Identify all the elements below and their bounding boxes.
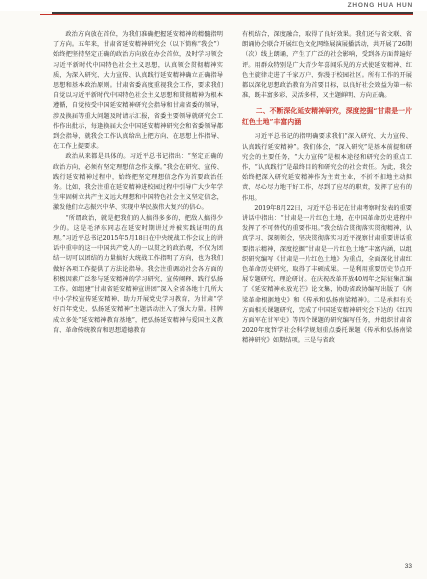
body-paragraph-continued: 有机结合，深度融合，取得了良好效果。我们还与省文联、省朗诵协会联合开展红色文化网络展演展播活动，共开展了26期（次）线上朗诵，产生了广泛的社会影响，受到各方面普遍好评。用群众特别是广大青少年喜闻乐见的方式使延安精神、红色主旋律走进了千家万户、弥漫于校园社区。所有工作的开展都以深化思想政治教育为首要目标，以良好社会效益为第一标准，既丰富多彩、灵活多样，又主题鲜明、方向正确。 (242, 31, 412, 100)
section-heading: 二、不断深化延安精神研究，深度挖掘“甘肃是一片红色土地”丰富内涵 (242, 107, 412, 126)
page-number: 33 (404, 563, 412, 570)
running-title: ZHONG HUA HUN (347, 2, 413, 9)
header-rule-red (40, 14, 413, 15)
body-paragraph: 习近平总书记的指明确要求我们“深入研究、大力宣传、认真践行延安精神”。我们体会，“深入研究”是基本前提和研究会的主要任务，“大力宣传”是根本途径和研究会的重点工作，“认真践行”是最终目的和研究会的社会责任。为此，我会始终把深入研究延安精神作为主责主业，不折不扣地主动担责、尽心尽力地干好工作，尽到了应尽的职责，发挥了应有的作用。 (242, 133, 412, 202)
left-text-column (53, 30, 223, 550)
body-paragraph: 政治方向放在首位，为我们准确把握延安精神的精髓指明了方向。五年来，甘肃省延安精神研究会（以下简称“我会”）始终把坚持坚定正确的政治方向放在办会首位，及时学习领会习近平新时代中国特色社会主义思想，认真领会贯彻精神实质，为深入研究、大力宣传、认真践行延安精神确立正确指导思想和基本政治原则。甘肃省委高度重视我会工作，要求我们自觉以习近平新时代中国特色社会主义思想和贯彻精神为根本遵循，自觉按受中国延安精神研究会指导和甘肃省委的领导，涉及换届等重大问题及时请示汇报，省委主要领导就研究会工作作出批示，每逢换届大会中国延安精神研究会和省委领导都到会指导，就我会工作认真给出上把方向、在思想上作指导、在工作上提要求。 (53, 31, 223, 151)
body-paragraph: 政治从来都是具体的。习近平总书记指出：“坚定正确的政治方向，必须有坚定理想信念作支撑。”我会在研究、宣传、践行延安精神过程中，始终把坚定理想信念作为首要政治任务。比如，我会注重在延安精神进校园过程中引导广大少年学生牢固树立共产主义远大理想和中国特色社会主义坚定信念，激发他们立志振兴中华、实现中华民族伟大复兴的信心。 (53, 153, 223, 212)
body-paragraph: 2019年8月22日，习近平总书记在甘肃考察时发表的重要讲话中指出：“甘肃是一片红色土地，在中国革命历史进程中发挥了不可替代的重要作用。”我会结合贯彻落实贯彻精神，认真学习、深刻领会，坚决贯彻落实习近平视察甘肃重要讲话重要指示精神，深度挖掘“甘肃是一片红色土地”丰富内涵，以组织研究编写《甘肃是一片红色土地》为重点，全面深化甘肃红色革命历史研究，取得了丰硕成果。一是利用重要历史节点开展专题研究、理论研讨。在庆祝改革开放40周年之际征集汇编了《延安精神永放光芒》论文集，协助省政协编写出版了《南梁革命根据地史》和《传承和弘扬南梁精神》。二是承担有关方面相关课题研究，完成了中国延安精神研究会下达的《红四方面军在甘军史》等四个课题的研究编写任务，并组织甘肃省2020年度哲学社会科学规划重点委托课题《传承和弘扬南梁精神研究》如期结项。三是与省政 (242, 204, 412, 345)
right-text-column (242, 30, 412, 550)
body-paragraph: “所谓政治，就是把我们的人搞得多多的，把敌人搞得少少的。这是毛泽东同志在延安时期讲过并被实践证明的真理。”习近平总书记2015年5月18日在中央统战工作会议上的讲话中重申的这一中国共产党人的一以贯之的政治观，不仅为团结一切可以团结的力量搞好大统战工作指明了方向，也为我们做好各项工作提供了方法论指导。我会注重调动社会各方面的积极因素广泛参与延安精神的学习研究、宣传阐释、践行弘扬工作。如组建“甘肃省延安精神宣讲团”深入全省各地十几所大中小学校宣传延安精神、助力开展党史学习教育，为甘肃“学好百年党史、弘扬延安精神”主题活动注入了强大力量。挂牌成立多处“延安精神教育基地”，把弘扬延安精神与爱国主义教育、革命传统教育和思想道德教育 (53, 214, 223, 334)
running-header (0, 0, 427, 11)
